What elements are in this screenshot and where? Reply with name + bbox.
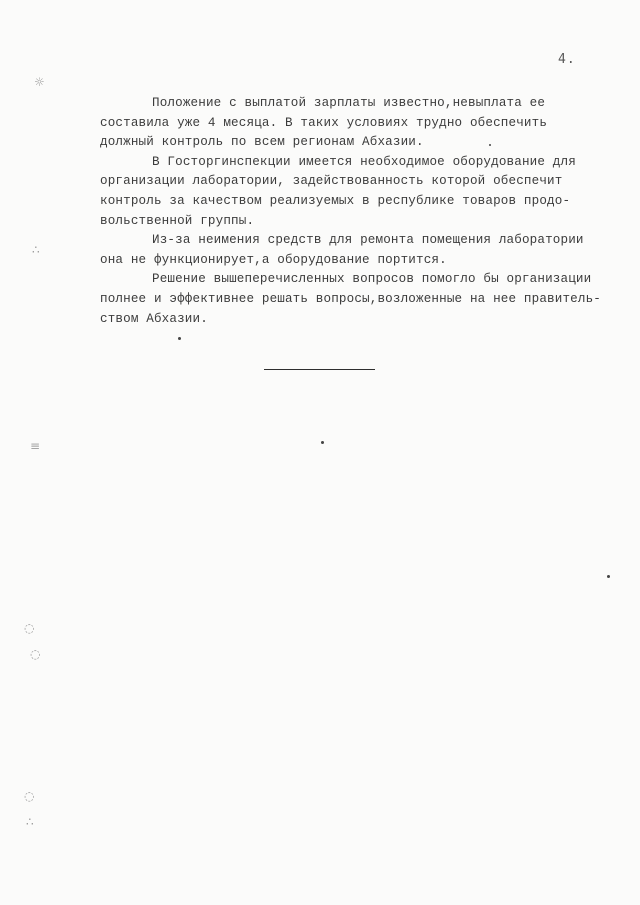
scan-speck-icon xyxy=(321,441,324,444)
scan-speck-icon xyxy=(489,144,491,146)
body-line: организации лаборатории, задействованность которой обеспечит xyxy=(100,174,563,189)
body-line: она не функционирует,а оборудование портится. xyxy=(100,252,447,267)
scan-mark-icon: ◌ xyxy=(30,647,41,661)
scan-speck-icon xyxy=(607,575,610,578)
body-line: В Госторгинспекции имеется необходимое оборудование для xyxy=(152,154,576,169)
body-line: контроль за качеством реализуемых в республике товаров продо- xyxy=(100,193,571,208)
body-line: составила уже 4 месяца. В таких условиях трудно обеспечить xyxy=(100,115,548,130)
scan-mark-icon: ◌ xyxy=(24,789,35,803)
body-line: вольственной группы. xyxy=(100,213,255,228)
body-line: полнее и эффективнее решать вопросы,возложенные на нее правитель- xyxy=(100,291,601,306)
page-number: 4. xyxy=(558,52,576,67)
body-line: должный контроль по всем регионам Абхазии. xyxy=(100,135,424,150)
body-line: Положение с выплатой зарплаты известно,невыплата ее xyxy=(152,96,546,110)
body-line: Из-за неимения средств для ремонта помещения лаборатории xyxy=(152,233,584,248)
scan-mark-icon: ◌ xyxy=(24,621,35,635)
scan-mark-icon: ∴ xyxy=(32,243,40,257)
document-body xyxy=(100,94,620,329)
body-line: Решение вышеперечисленных вопросов помогло бы организации xyxy=(152,272,592,287)
scan-mark-icon: ≡ xyxy=(30,439,41,453)
scan-mark-icon: ☼ xyxy=(34,75,45,89)
scan-mark-icon: ∴ xyxy=(26,815,34,829)
closing-rule xyxy=(264,369,375,370)
scan-speck-icon xyxy=(178,337,181,340)
body-line: ством Абхазии. xyxy=(100,311,208,326)
